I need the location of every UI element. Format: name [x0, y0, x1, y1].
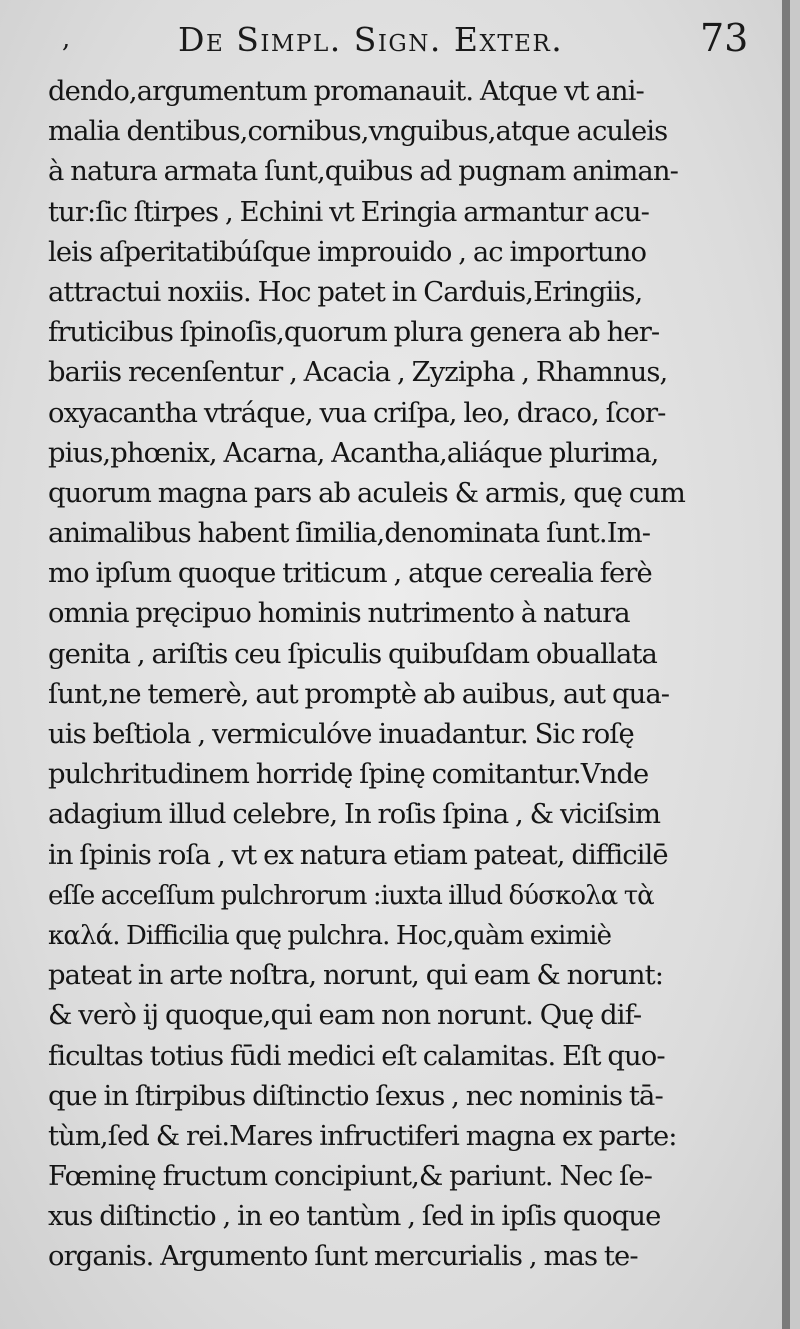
text-line: in ſpinis roſa , vt ex natura etiam pateat, difficilē — [48, 839, 668, 871]
text-line: malia dentibus,cornibus,vnguibus,atque aculeis — [48, 116, 668, 148]
text-line: tur:ſic ſtirpes , Echini vt Eringia armantur acu- — [48, 196, 649, 228]
text-line: genita , ariſtis ceu ſpiculis quibuſdam obuallata — [48, 638, 657, 670]
text-line: Fœminę fructum concipiunt,& pariunt. Nec ſe- — [48, 1161, 653, 1193]
text-line: attractui noxiis. Hoc patet in Carduis,Eringiis, — [48, 276, 643, 308]
text-line: xus diſtinctio , in eo tantùm , ſed in ipſis quoque — [48, 1201, 661, 1233]
page-number: 73 — [700, 16, 749, 60]
text-line: omnia pręcipuo hominis nutrimento à natura — [48, 598, 630, 630]
text-line: dendo,argumentum promanauit. Atque vt ani- — [48, 76, 644, 107]
text-line: καλά. Difficilia quę pulchra. Hoc,quàm eximiè — [48, 920, 612, 951]
header-mark: , — [62, 24, 71, 54]
text-line: que in ſtirpibus diſtinctio ſexus , nec nominis tā- — [48, 1080, 663, 1112]
text-line: mo ipſum quoque triticum , atque cerealia ferè — [48, 558, 652, 590]
page-header — [0, 12, 790, 64]
text-line: organis. Argumento ſunt mercurialis , mas te- — [48, 1241, 638, 1273]
text-line: leis aſperitatibúſque improuido , ac importuno — [48, 236, 647, 268]
text-line: ficultas totius fūdi medici eſt calamitas. Eſt quo- — [48, 1040, 665, 1072]
text-line: animalibus habent ſimilia,denominata ſunt.Im- — [48, 518, 651, 550]
text-line: adagium illud celebre, In roſis ſpina , & viciſsim — [48, 799, 661, 831]
text-line: ſunt,ne temerè, aut promptè ab auibus, aut qua- — [48, 678, 670, 710]
text-line: pulchritudinem horridę ſpinę comitantur.Vnde — [48, 759, 649, 791]
text-line: quorum magna pars ab aculeis & armis, quę cum — [48, 477, 685, 509]
text-line: pateat in arte noſtra, norunt, qui eam & norunt: — [48, 960, 664, 992]
body-text — [48, 72, 760, 1278]
text-line: bariis recenſentur , Acacia , Zyzipha , Rhamnus, — [48, 357, 668, 389]
text-line: pius,phœnix, Acarna, Acantha,aliáque plurima, — [48, 437, 659, 469]
text-line: uis beſtiola , vermiculóve inuadantur. Sic roſę — [48, 719, 634, 750]
text-line: à natura armata ſunt,quibus ad pugnam animan- — [48, 156, 678, 188]
running-head: De Simpl. Sign. Exter. — [178, 20, 564, 59]
text-line: oxyacantha vtráque, vua criſpa, leo, draco, ſcor- — [48, 397, 666, 429]
text-line: eſſe acceſſum pulchrorum :iuxta illud δύσκολα τὰ — [48, 880, 654, 911]
text-line: tùm,ſed & rei.Mares infructiferi magna ex parte: — [48, 1120, 677, 1152]
text-line: fruticibus ſpinoſis,quorum plura genera ab her- — [48, 317, 660, 349]
text-line: & verò ij quoque,qui eam non norunt. Quę dif- — [48, 1000, 642, 1032]
